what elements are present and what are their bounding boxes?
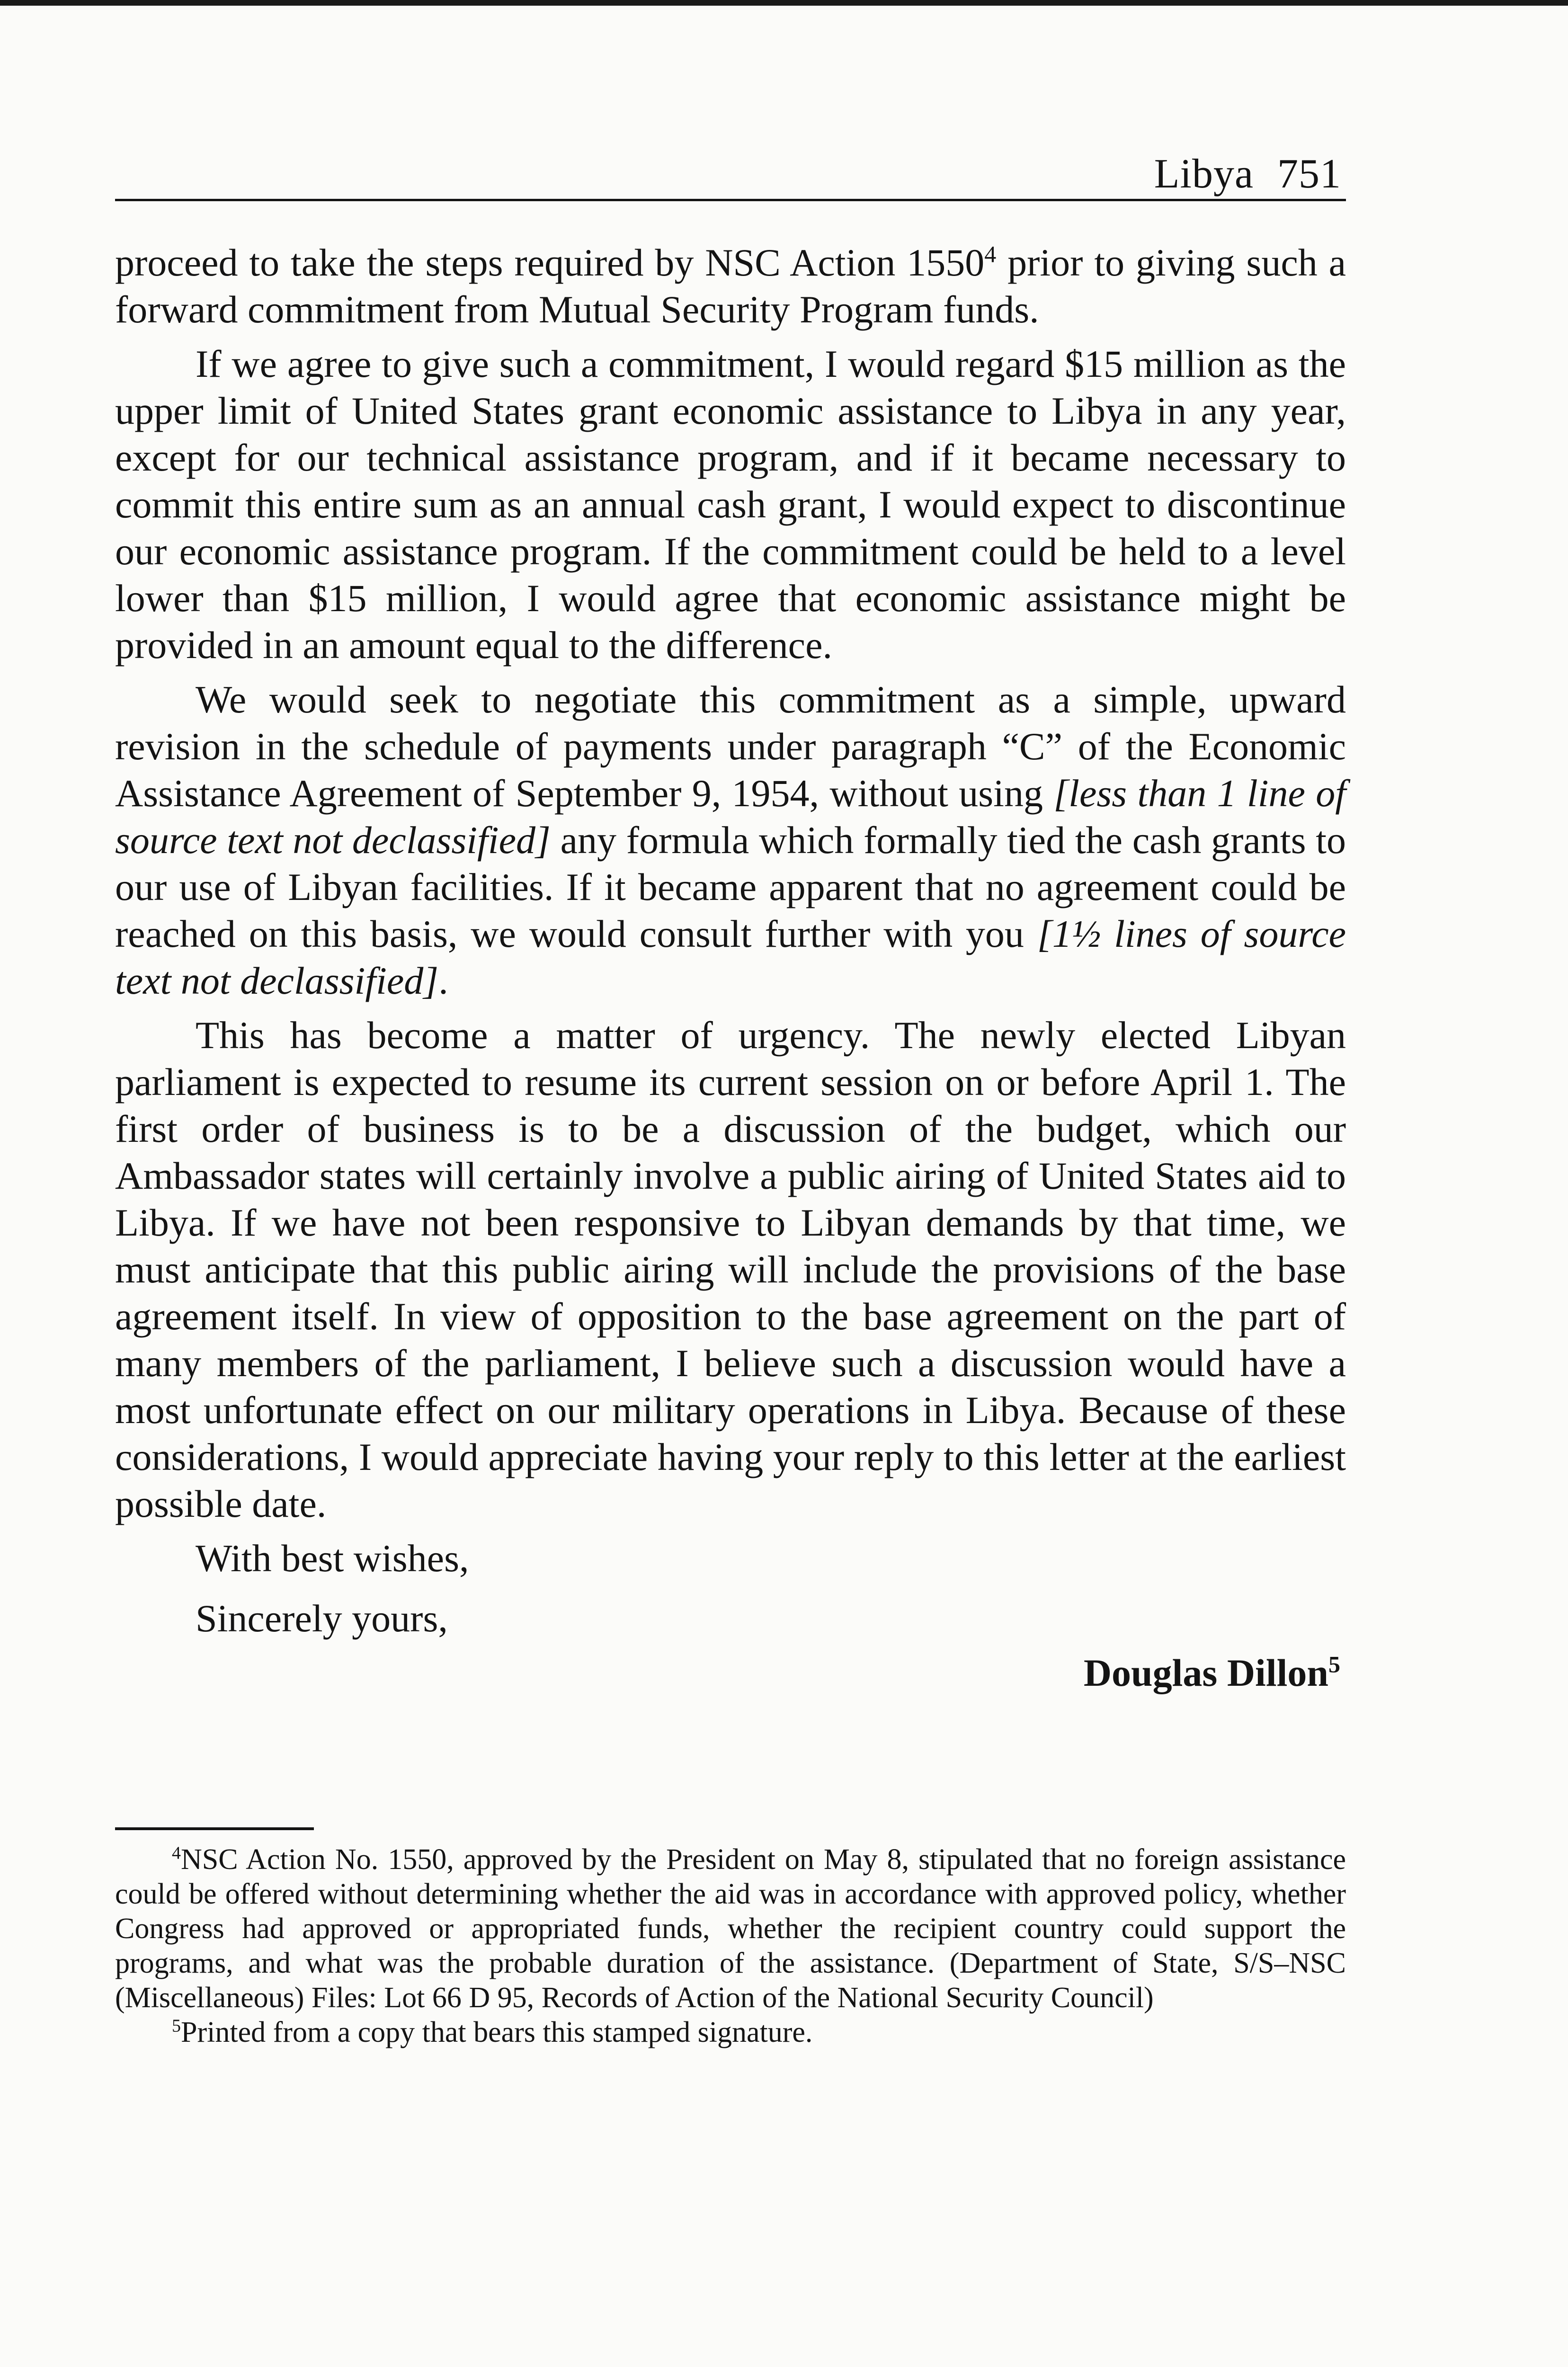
declassification-note-2: [1½ lines of source text not declassified] — [115, 912, 1346, 1002]
footnote-5 — [115, 2015, 1346, 2050]
signature — [115, 1649, 1346, 1696]
closing-sincerely: Sincerely yours, — [196, 1597, 448, 1640]
paragraph-3 — [115, 676, 1346, 1004]
declassification-note-1: [less than 1 line of source text not declassified] — [115, 772, 1346, 862]
running-title: Libya — [1154, 151, 1254, 197]
paragraph-1 — [115, 239, 1346, 333]
footnote-ref-4[interactable]: 4 — [984, 240, 997, 267]
paragraph-1-text-b: prior to giving such a forward commitment from Mutual Security Program funds. — [115, 241, 1346, 331]
footnotes-section — [115, 1827, 1346, 2050]
letter-body — [115, 239, 1346, 1704]
footnote-ref-5[interactable]: 5 — [1328, 1651, 1340, 1678]
footnote-4-text: NSC Action No. 1550, approved by the President on May 8, stipulated that no foreign assistance could be offered without determining whether the aid was in accordance with approved policy, whether Congress had approved or appropriated funds, whether the recipient country could support the programs, and what was the probable duration of the assistance. (Department of State, S/S–NSC (Miscellaneous) Files: Lot 66 D 95, Records of Action of the National Security Council) — [115, 1843, 1346, 2014]
page-number: 751 — [1277, 151, 1341, 197]
header-text — [1154, 151, 1341, 198]
signature-name: Douglas Dillon — [1083, 1651, 1328, 1694]
closing-wishes: With best wishes, — [196, 1537, 469, 1580]
running-header — [115, 142, 1346, 201]
footnote-4 — [115, 1842, 1346, 2015]
footnote-5-text: Printed from a copy that bears this stamped signature. — [181, 2016, 813, 2048]
paragraph-3-text-b: any formula which formally tied the cash grants to our use of Libyan facilities. If it became apparent that no agreement could be reached on this basis, we would consult further with you — [115, 819, 1346, 955]
paragraph-1-text-a: proceed to take the steps required by NSC Action 1550 — [115, 241, 985, 284]
paragraph-3-text-c: . — [438, 959, 448, 1002]
paragraph-3-text-a: We would seek to negotiate this commitment as a simple, upward revision in the schedule of payments under paragraph “C” of the Economic Assistance Agreement of September 9, 1954, without using — [115, 678, 1346, 815]
paragraph-4: This has become a matter of urgency. The newly elected Libyan parliament is expected to resume its current session on or before April 1. The first order of business is to be a discussion of the budget, which our Ambassador states will certainly involve a public airing of United States aid to Libya. If we have not been responsive to Libyan demands by that time, we must anticipate that this public airing will include the provisions of the base agreement itself. In view of opposition to the base agreement on the part of many members of the parliament, I believe such a discussion would have a most unfortunate effect on our military operations in Libya. Because of these considerations, I would appreciate having your reply to this letter at the earliest possible date. — [115, 1014, 1346, 1525]
paragraph-2: If we agree to give such a commitment, I would regard $15 million as the upper limit of United States grant economic assistance to Libya in any year, except for our technical assistance program, and if it became necessary to commit this entire sum as an annual cash grant, I would expect to discontinue our economic assistance program. If the commitment could be held to a level lower than $15 million, I would agree that economic assistance might be provided in an amount equal to the difference. — [115, 342, 1346, 667]
footnote-rule — [115, 1827, 314, 1830]
footnote-4-marker: 4 — [172, 1843, 181, 1863]
footnote-5-marker: 5 — [172, 2016, 181, 2036]
top-edge-rule — [0, 0, 1568, 6]
